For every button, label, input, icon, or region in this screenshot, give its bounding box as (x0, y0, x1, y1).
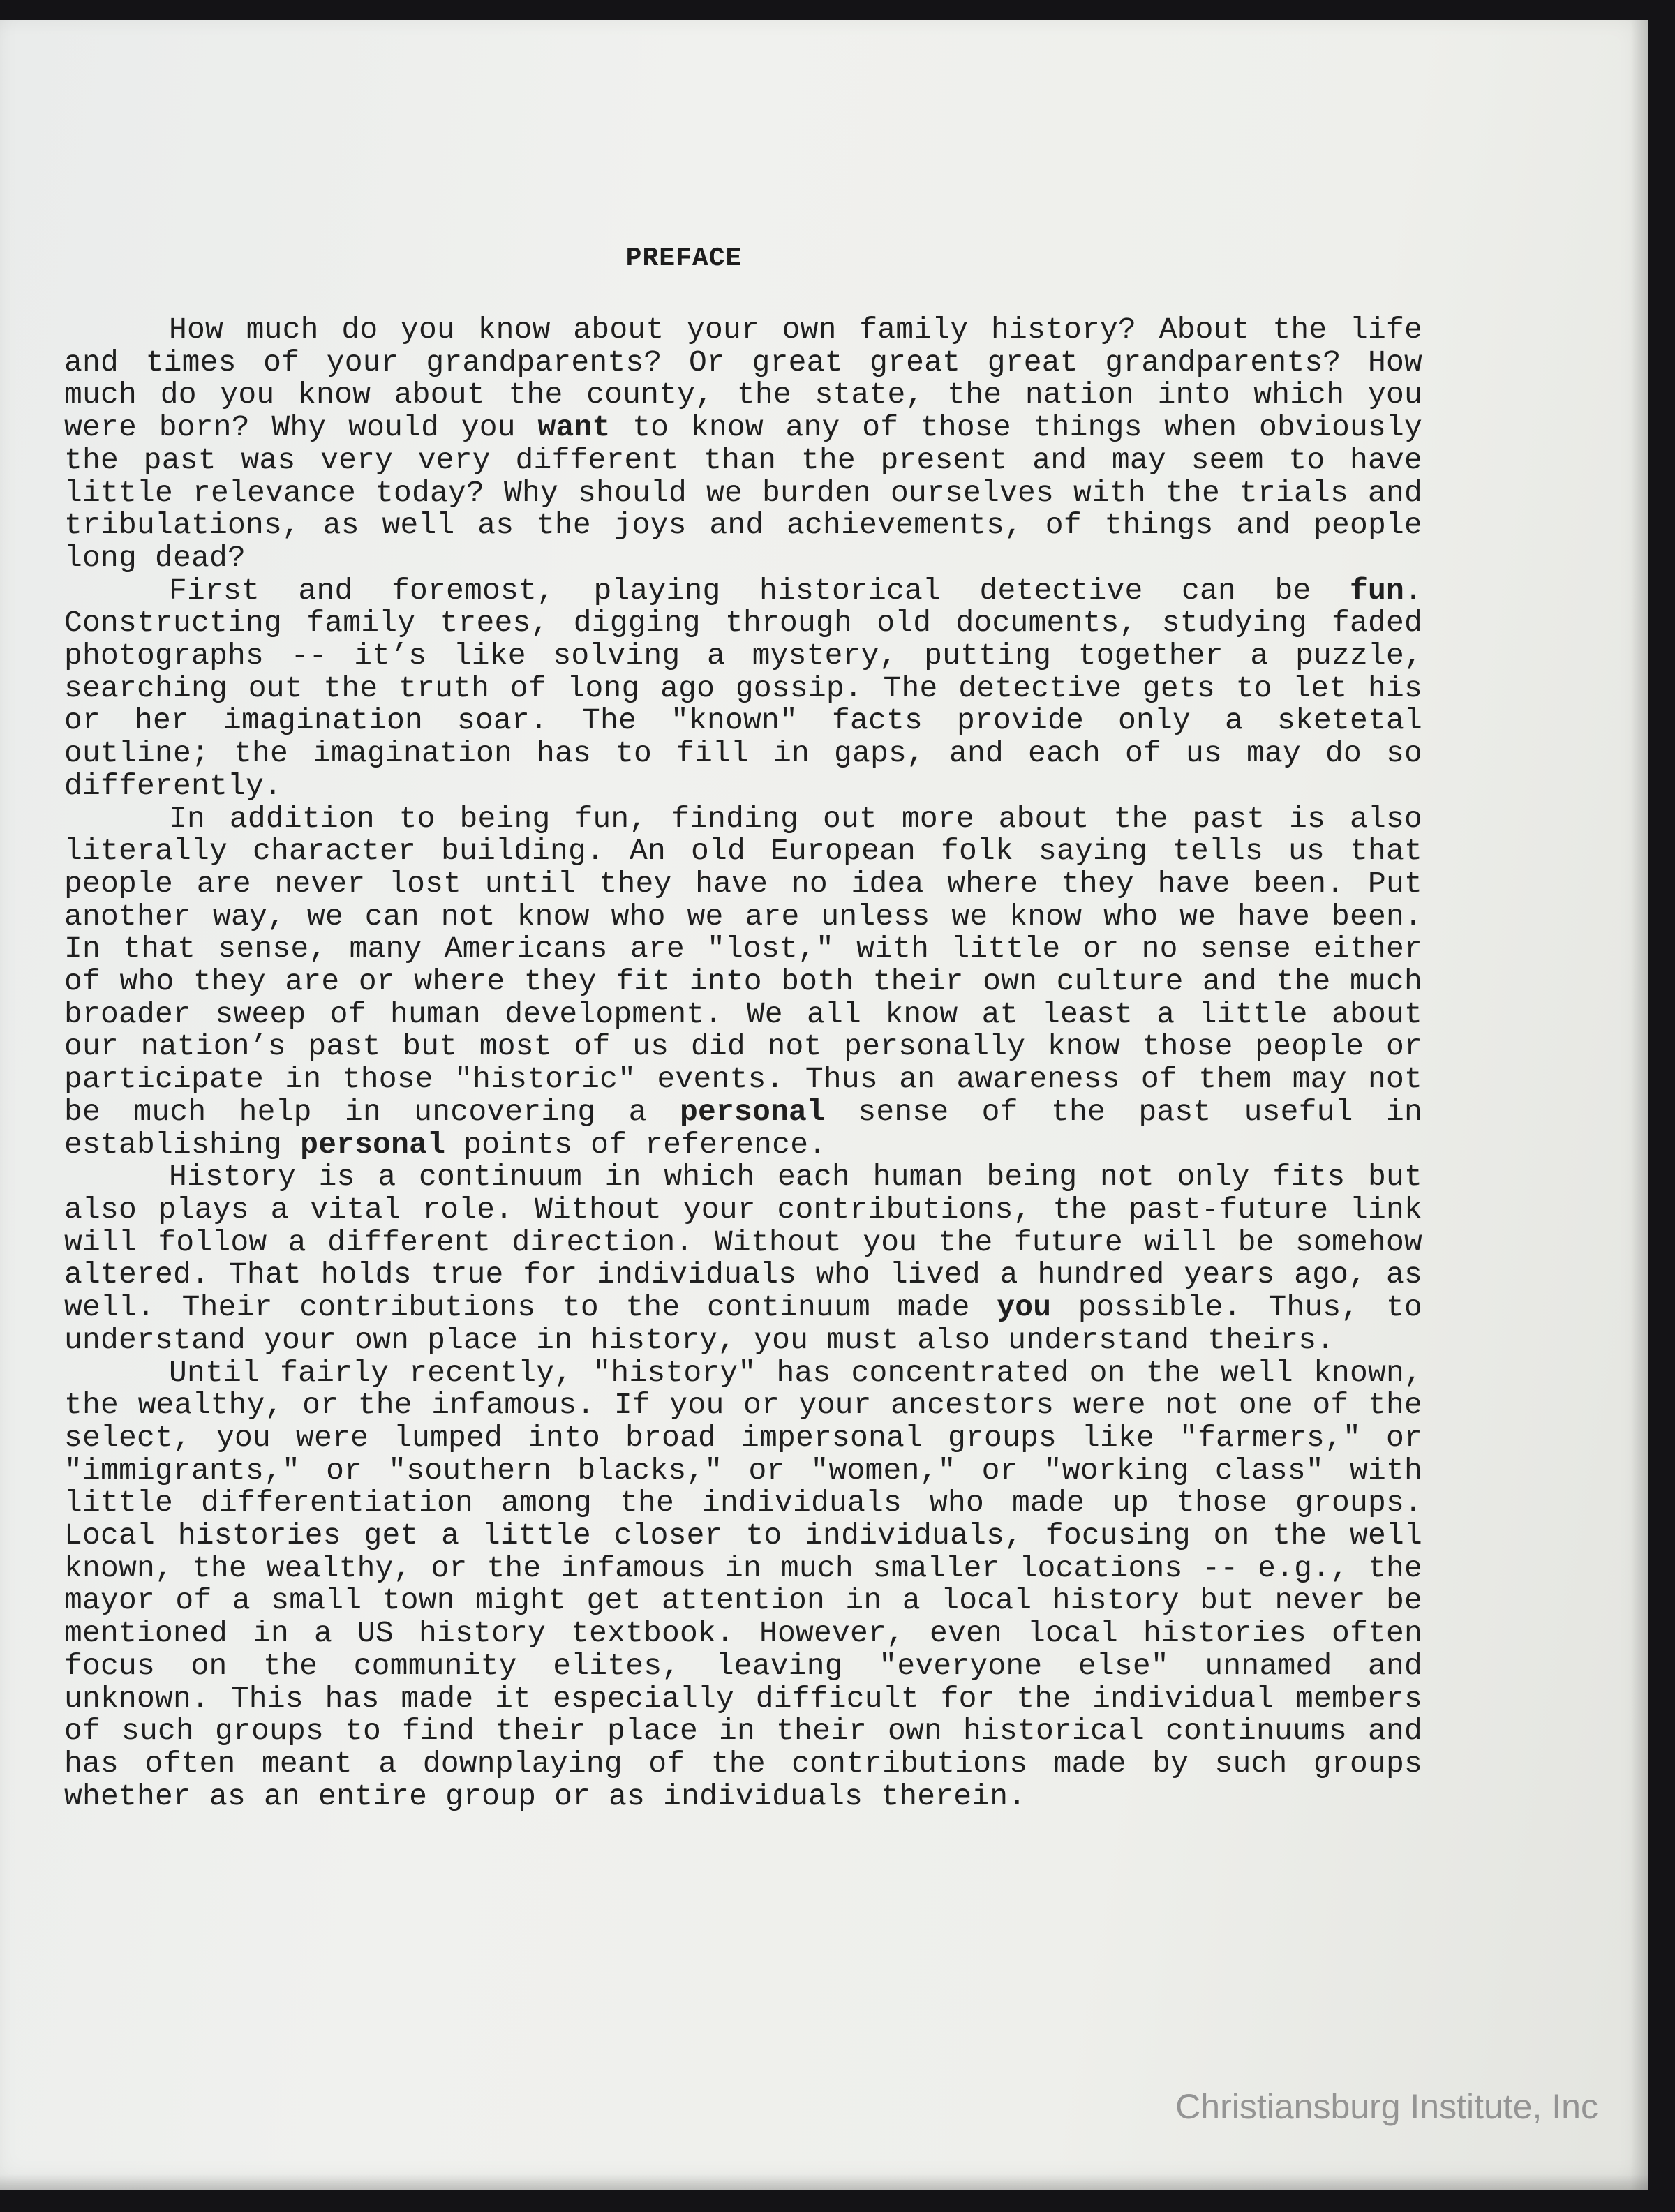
paragraph (64, 314, 1422, 575)
emphasis-text: you (997, 1290, 1052, 1325)
preface-body (64, 314, 1422, 1813)
paragraph-text: points of reference. (445, 1127, 827, 1162)
watermark-text: Christiansburg Institute, Inc (1175, 2087, 1598, 2126)
page-title: PREFACE (625, 244, 743, 274)
paragraph-text: How much do you know about your own family history? About the life and times of your grandparents? Or great great great grandparents? How much do you know about the county, the state, the nation into which you were born? Why would you (64, 313, 1422, 445)
paragraph (64, 1357, 1422, 1814)
emphasis-text: personal (300, 1127, 446, 1162)
paragraph-text: History is a continuum in which each human being not only fits but also plays a vital role. Without your contributions, the past-future link will follow a different direction. Without you the future will be somehow altered. That holds true for individuals who lived a hundred years ago, as well. Their contributions to the continuum made (64, 1160, 1422, 1325)
emphasis-text: fun (1349, 573, 1404, 608)
emphasis-text: want (537, 410, 611, 445)
paper-bottom-shadow (0, 2174, 1648, 2190)
paper-edge-shadow (1630, 20, 1648, 2190)
paragraph-text: Until fairly recently, "history" has concentrated on the well known, the wealthy, or the infamous. If you or your ancestors were not one of the select, you were lumped into broad impersonal groups like "farmers," or "immigrants," or "southern blacks," or "women," or "working class" with little differentiation among the individuals who made up those groups. Local histories get a little closer to individuals, focusing on the well known, the wealthy, or the infamous in much smaller locations -- e.g., the mayor of a small town might get attention in a local history but never be mentioned in a US history textbook. However, even local histories often focus on the community elites, leaving "everyone else" unnamed and unknown. This has made it especially difficult for the individual members of such groups to find their place in their own historical continuums and has often meant a downplaying of the contributions made by such groups whether as an entire group or as individuals therein. (64, 1355, 1422, 1814)
paragraph-text: . Constructing family trees, digging through old documents, studying faded photographs -- it’s like solving a mystery, putting together a puzzle, searching out the truth of long ago gossip. The detective gets to let his or her imagination soar. The "known" facts provide only a sketetal outline; the imagination has to fill in gaps, and each of us may do so differently. (64, 573, 1422, 803)
emphasis-text: personal (679, 1094, 826, 1129)
paragraph (64, 575, 1422, 803)
paragraph (64, 803, 1422, 1162)
paragraph-text: to know any of those things when obviously the past was very very different than the present and may seem to have little relevance today? Why should we burden ourselves with the trials and tribulations, as well as the joys and achievements, of things and people long dead? (64, 410, 1423, 575)
paragraph-text: sense of the past useful in establishing (64, 1094, 1423, 1162)
paragraph (64, 1161, 1422, 1357)
paragraph-text: possible. Thus, to understand your own place in history, you must also understand theirs. (64, 1290, 1422, 1357)
paragraph-text: In addition to being fun, finding out more about the past is also literally character building. An old European folk saying tells us that people are never lost until they have no idea where they have been. Put another way, we can not know who we are unless we know who we have been. In that sense, many Americans are "lost," with little or no sense either of who they are or where they fit into both their own culture and the much broader sweep of human development. We all know at least a little about our nation’s past but most of us did not personally know those people or participate in those "historic" events. Thus an awareness of them may not be much help in uncovering a (64, 801, 1422, 1129)
paragraph-text: First and foremost, playing historical detective can be (169, 573, 1350, 608)
